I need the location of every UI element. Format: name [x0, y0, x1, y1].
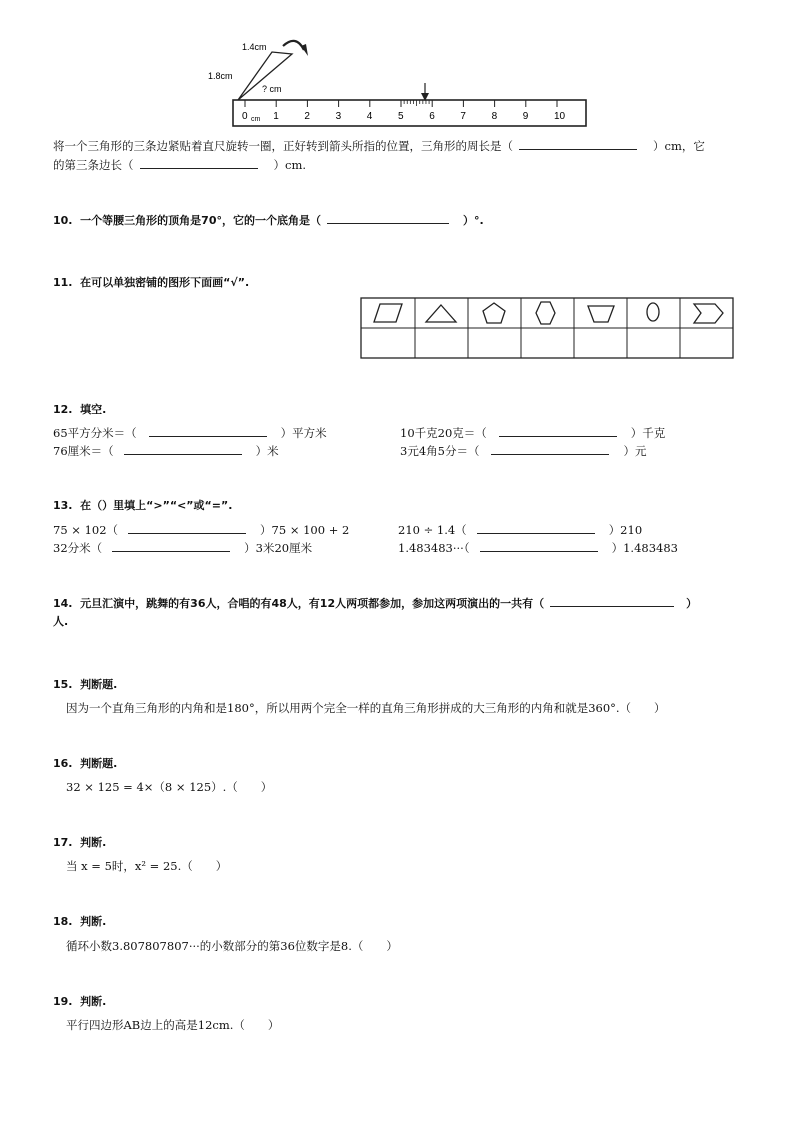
q11-answer-cell-4[interactable]: [523, 330, 572, 356]
q9-third-side-blank[interactable]: [140, 157, 258, 169]
triangle-icon: [426, 305, 456, 322]
q19-heading: 19. 判断.: [53, 995, 107, 1008]
ruler-tick-label: 6: [429, 111, 435, 122]
q13-blank-2[interactable]: [477, 522, 595, 534]
q15-statement[interactable]: 因为一个直角三角形的内角和是180°，所以用两个完全一样的直角三角形拼成的大三角形的内角和就是360°.（ ）: [66, 701, 666, 715]
pentagon-icon: [483, 303, 505, 323]
q9-line2: 的第三条边长（ ）cm.: [53, 158, 307, 172]
q12-item-4: 3元4角5分＝（ ）元: [400, 444, 647, 458]
q11-answer-cell-5[interactable]: [576, 330, 625, 356]
q10-answer-blank[interactable]: [327, 212, 449, 224]
q13-item-2: 210 ÷ 1.4（ ）210: [398, 523, 643, 537]
q10: 10. 一个等腰三角形的顶角是70°，它的一个底角是（ ）°.: [53, 214, 484, 227]
q13-item-3: 32分米（ ）3米20厘米: [53, 541, 313, 555]
q12-item-1: 65平方分米＝（ ）平方米: [53, 426, 327, 440]
ruler-tick-label: 3: [335, 111, 342, 122]
ruler-tick-label: 8: [491, 111, 498, 122]
q12-blank-1[interactable]: [149, 425, 267, 437]
ruler-tick-label: 9: [522, 111, 529, 122]
ruler-tick-label: 10: [554, 111, 566, 122]
q11-answer-cell-7[interactable]: [682, 330, 731, 356]
side-b-label: 1.8cm: [208, 71, 233, 81]
side-c-label: ? cm: [262, 84, 282, 94]
q13-blank-3[interactable]: [112, 540, 230, 552]
q9-line1: 将一个三角形的三条边紧贴着直尺旋转一圈，正好转到箭头所指的位置，三角形的周长是（ ）cm，它: [53, 139, 705, 153]
ruler-unit-label: cm: [251, 116, 261, 123]
q14: 14. 元旦汇演中，跳舞的有36人，合唱的有48人，有12人两项都参加，参加这两项演出的一共有（ ）: [53, 597, 698, 610]
q18-statement[interactable]: 循环小数3.807807807···的小数部分的第36位数字是8.（ ）: [66, 939, 398, 953]
trapezoid-icon: [588, 306, 614, 322]
q12-heading: 12. 填空.: [53, 403, 107, 416]
q12-item-3: 76厘米＝（ ）米: [53, 444, 279, 458]
q17-heading: 17. 判断.: [53, 836, 107, 849]
q11-answer-cell-6[interactable]: [629, 330, 678, 356]
ruler-figure: [200, 30, 600, 130]
hexagon-icon: [536, 302, 555, 324]
q12-item-2: 10千克20克＝（ ）千克: [400, 426, 666, 440]
q13-blank-1[interactable]: [128, 522, 246, 534]
q11-answer-cell-1[interactable]: [363, 330, 413, 356]
q13-heading: 13. 在（）里填上“>”“<”或“=”.: [53, 499, 233, 512]
q14-line2: 人.: [53, 615, 69, 628]
q12-blank-3[interactable]: [124, 443, 242, 455]
ruler-tick-label: 0: [242, 111, 248, 122]
ruler-body: [233, 100, 586, 126]
q14-answer-blank[interactable]: [550, 595, 674, 607]
ruler-tick-label: 2: [304, 111, 310, 122]
q9-perimeter-blank[interactable]: [519, 138, 637, 150]
q12-blank-2[interactable]: [499, 425, 617, 437]
q19-statement[interactable]: 平行四边形AB边上的高是12cm.（ ）: [66, 1018, 280, 1032]
chevron-shape-icon: [694, 304, 723, 323]
q12-blank-4[interactable]: [491, 443, 609, 455]
parallelogram-icon: [374, 304, 402, 322]
q13-item-4: 1.483483···（ ）1.483483: [398, 541, 678, 555]
ellipse-icon: [647, 303, 659, 321]
q16-heading: 16. 判断题.: [53, 757, 118, 770]
rotation-arrow-icon: [283, 41, 304, 50]
q13-blank-4[interactable]: [480, 540, 598, 552]
q16-statement[interactable]: 32 × 125 = 4×（8 × 125）.（ ）: [66, 780, 273, 794]
q15-heading: 15. 判断题.: [53, 678, 118, 691]
shapes-table: [360, 296, 736, 362]
q18-heading: 18. 判断.: [53, 915, 107, 928]
ruler-tick-label: 7: [460, 111, 466, 122]
ruler-tick-label: 5: [398, 111, 404, 122]
ruler-tick-label: 4: [366, 111, 373, 122]
side-a-label: 1.4cm: [242, 42, 267, 52]
q11: 11. 在可以单独密铺的图形下面画“√”.: [53, 276, 250, 289]
q13-item-1: 75 × 102（ ）75 × 100 + 2: [53, 523, 350, 537]
ruler-tick-label: 1: [273, 111, 279, 122]
q17-statement[interactable]: 当 x = 5时，x² = 25.（ ）: [66, 859, 228, 873]
q11-answer-cell-2[interactable]: [417, 330, 466, 356]
q11-answer-cell-3[interactable]: [470, 330, 519, 356]
